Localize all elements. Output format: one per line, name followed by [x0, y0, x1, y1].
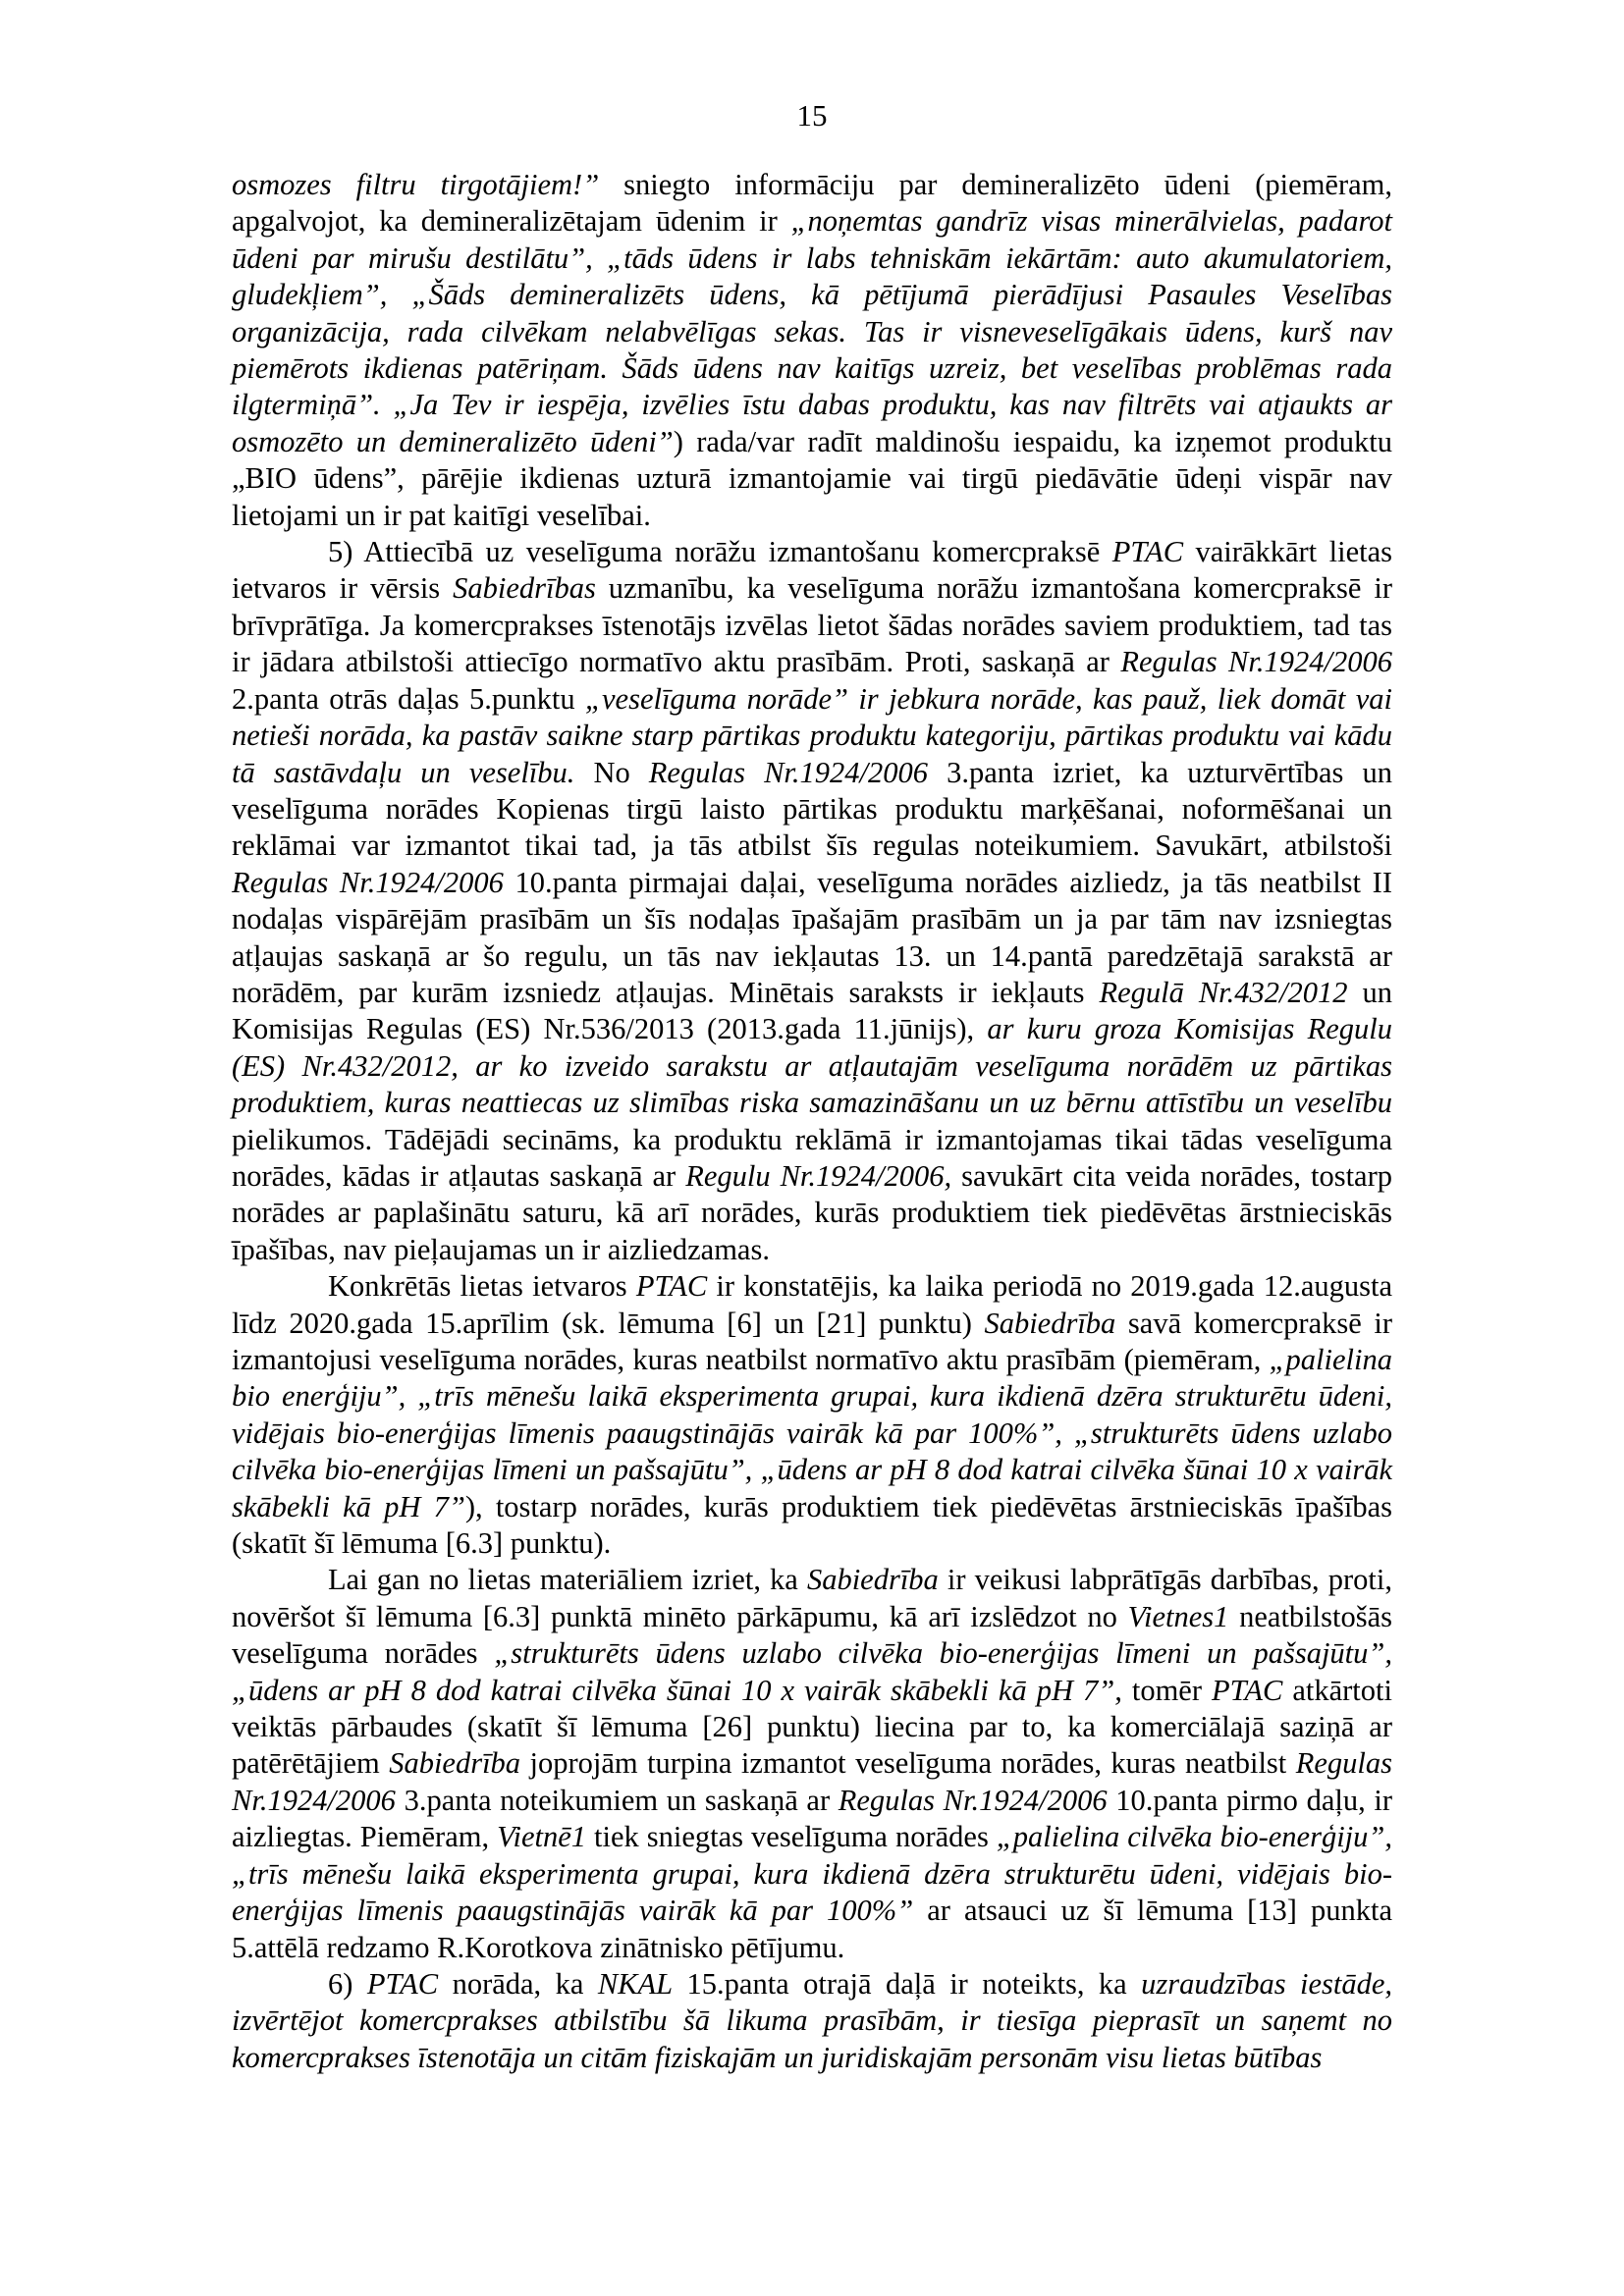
italic-text: Regulas Nr.1924/2006: [648, 755, 929, 789]
text-run: sniegto informāciju par demineralizēto ūdeni (piemēram, apgalvojot, ka demineralizētajam ūdenim ir: [232, 168, 1393, 239]
text-run: 10.panta pirmo daļu, ir aizliegtas. Piemēram,: [232, 1783, 1392, 1854]
italic-text: „noņemtas gandrīz visas minerālvielas, padarot ūdeni par mirušu destilātu”, „tāds ūdens ir labs tehniskām iekārtām: auto akumulatoriem, gludekļiem”, „Šāds demineralizēts ūdens, kā pētījumā pierādījusi Pasaules Veselības organizācija, rada cilvēkam nelabvēlīgas sekas. Tas ir visneveselīgākais ūdens, kurš nav piemērots ikdienas patēriņam. Šāds ūdens nav kaitīgs uzreiz, bet veselības problēmas rada ilgtermiņā”. „Ja Tev ir iespēja, izvēlies īstu dabas produktu, kas nav filtrēts vai atjaukts ar osmozēto un demineralizēto ūdeni”: [232, 204, 1392, 458]
italic-text: Vietnes1: [1127, 1599, 1229, 1633]
italic-text: Sabiedrības: [453, 571, 596, 606]
text-run: vairākkārt lietas ietvaros ir vērsis: [232, 535, 1392, 606]
text-run: savukārt cita veida norādes, tostarp norādes ar paplašinātu saturu, kā arī norādes, kurās produktiem tiek piedēvētas ārstnieciskās īpašības, nav pieļaujamas un ir aizliedzamas.: [232, 1158, 1392, 1266]
italic-text: „strukturēts ūdens uzlabo cilvēka bio-enerģijas līmeni un pašsajūtu”, „ūdens ar pH 8 dod katrai cilvēka šūnai 10 x vairāk skābekli kā pH 7”,: [232, 1636, 1392, 1707]
text-run: neatbilstošās veselīguma norādes: [232, 1599, 1392, 1671]
paragraph: [232, 1562, 1392, 1965]
text-run: ir veikusi labprātīgās darbības, proti, novēršot šī lēmuma [6.3] punktā minēto pārkāpumu, kā arī izslēdzot no: [232, 1563, 1392, 1633]
italic-text: PTAC: [1111, 535, 1184, 569]
italic-text: Regulas Nr.1924/2006: [232, 865, 504, 899]
italic-text: ar kuru groza Komisijas Regulu (ES) Nr.432/2012, ar ko izveido sarakstu ar atļautajām veselīguma norādēm uz pārtikas produktiem, kuras neattiecas uz slimības riska samazināšanu un uz bērnu attīstību un veselību: [232, 1012, 1392, 1120]
text-run: atkārtoti veiktās pārbaudes (skatīt šī lēmuma [26] punktu) liecina par to, ka komerciālajā saziņā ar patērētājiem: [232, 1673, 1392, 1781]
text-run: 2.panta otrās daļas 5.punktu: [232, 681, 586, 716]
italic-text: PTAC: [366, 1966, 439, 2001]
text-run: joprojām turpina izmantot veselīguma norādes, kuras neatbilst: [520, 1746, 1296, 1781]
italic-text: Regulas Nr.1924/2006: [232, 1746, 1393, 1817]
italic-text: „veselīguma norāde” ir jebkura norāde, kas pauž, liek domāt vai netieši norāda, ka pastāv saikne starp pārtikas produktu kategoriju, pārtikas produktu vai kādu tā sastāvdaļu un veselību.: [232, 681, 1393, 789]
paragraph: [232, 1268, 1392, 1562]
text-run: ) rada/var radīt maldinošu iespaidu, ka izņemot produktu „BIO ūdens”, pārējie ikdienas uzturā izmantojamie vai tirgū piedāvātie ūdeņi vispār nav lietojami un ir pat kaitīgi veselībai.: [232, 424, 1392, 532]
text-run: un Komisijas Regulas (ES) Nr.536/2013 (2013.gada 11.jūnijs),: [232, 975, 1393, 1046]
italic-text: Regulu Nr.1924/2006,: [685, 1158, 952, 1193]
italic-text: PTAC: [1212, 1673, 1283, 1707]
italic-text: Sabiedrība: [389, 1746, 521, 1781]
paragraph: [232, 167, 1392, 534]
text-run: Lai gan no lietas materiāliem izriet, ka: [328, 1563, 807, 1597]
text-run: tomēr: [1121, 1673, 1213, 1707]
text-run: 6): [328, 1966, 367, 2001]
italic-text: Vietnē1: [497, 1820, 586, 1854]
text-run: tiek sniegtas veselīguma norādes: [586, 1820, 997, 1854]
text-run: 10.panta pirmajai daļai, veselīguma norādes aizliedz, ja tās neatbilst II nodaļas vispārējām prasībām un šīs nodaļas īpašajām prasībām un ja par tām nav izsniegtas atļaujas saskaņā ar šo regulu, un tās nav iekļautas 13. un 14.pantā paredzētajā sarakstā ar norādēm, par kurām izsniedz atļaujas. Minētais saraksts ir iekļauts: [232, 865, 1392, 1009]
italic-text: Regulas Nr.1924/2006: [1120, 645, 1392, 679]
text-run: 3.panta izriet, ka uzturvērtības un veselīguma norādes Kopienas tirgū laisto pārtikas produktu marķēšanai, noformēšanai un reklāmai var izmantot tikai tad, ja tās atbilst šīs regulas noteikumiem. Savukārt, atbilstoši: [232, 755, 1392, 863]
italic-text: Sabiedrība: [806, 1563, 939, 1597]
text-run: 15.panta otrajā daļā ir noteikts, ka: [673, 1966, 1142, 2001]
page-number: 15: [796, 98, 828, 133]
text-run: uzmanību, ka veselīguma norāžu izmantošana komercpraksē ir brīvprātīga. Ja komercprakses īstenotājs izvēlas lietot šādas norādes saviem produktiem, tad tas ir jādara atbilstoši attiecīgo normatīvo aktu prasībām. Proti, saskaņā ar: [232, 571, 1392, 679]
italic-text: „palielina bio enerģiju”, „trīs mēnešu laikā eksperimenta grupai, kura ikdienā dzēra strukturētu ūdeni, vidējais bio-enerģijas līmenis paaugstinājās vairāk kā par 100%”, „strukturēts ūdens uzlabo cilvēka bio-enerģijas līmeni un pašsajūtu”, „ūdens ar pH 8 dod katrai cilvēka šūnai 10 x vairāk skābekli kā pH 7”: [232, 1343, 1392, 1523]
italic-text: NKAL: [597, 1966, 674, 2001]
italic-text: PTAC: [635, 1269, 708, 1304]
text-run: savā komercpraksē ir izmantojusi veselīguma norādes, kuras neatbilst normatīvo aktu prasībām (piemēram,: [232, 1306, 1392, 1376]
document-body: [232, 167, 1392, 2076]
paragraph: [232, 1966, 1392, 2076]
italic-text: uzraudzības iestāde, izvērtējot komercprakses atbilstību šā likuma prasībām, ir tiesīga pieprasīt un saņemt no komercprakses īstenotāja un citām fiziskajām un juridiskajām personām visu lietas būtības: [232, 1966, 1393, 2074]
text-run: ir konstatējis, ka laika periodā no 2019.gada 12.augusta līdz 2020.gada 15.aprīlim (sk. lēmuma [6] un [21] punktu): [232, 1269, 1393, 1340]
italic-text: Regulas Nr.1924/2006: [838, 1783, 1108, 1817]
italic-text: osmozes filtru tirgotājiem!”: [232, 168, 600, 201]
italic-text: Regulā Nr.432/2012: [1099, 975, 1348, 1009]
text-run: No: [574, 755, 649, 789]
italic-text: „palielina cilvēka bio-enerģiju”, „trīs mēnešu laikā eksperimenta grupai, kura ikdienā dzēra strukturētu ūdeni, vidējais bio-enerģijas līmenis paaugstinājās vairāk kā par 100%”: [232, 1820, 1392, 1928]
text-run: 3.panta noteikumiem un saskaņā ar: [395, 1783, 839, 1817]
italic-text: Sabiedrība: [984, 1306, 1116, 1340]
text-run: ar atsauci uz šī lēmuma [13] punkta 5.attēlā redzamo R.Korotkova zinātnisko pētījumu.: [232, 1894, 1392, 1964]
text-run: 5) Attiecībā uz veselīguma norāžu izmantošanu komercpraksē: [328, 535, 1112, 569]
text-run: ), tostarp norādes, kurās produktiem tiek piedēvētas ārstnieciskās īpašības (skatīt šī lēmuma [6.3] punktu).: [232, 1489, 1392, 1561]
text-run: norāda, ka: [438, 1966, 598, 2001]
text-run: pielikumos. Tādējādi secināms, ka produktu reklāmā ir izmantojamas tikai tādas veselīguma norādes, kādas ir atļautas saskaņā ar: [232, 1122, 1392, 1193]
paragraph: [232, 534, 1392, 1268]
text-run: Konkrētās lietas ietvaros: [328, 1269, 636, 1304]
